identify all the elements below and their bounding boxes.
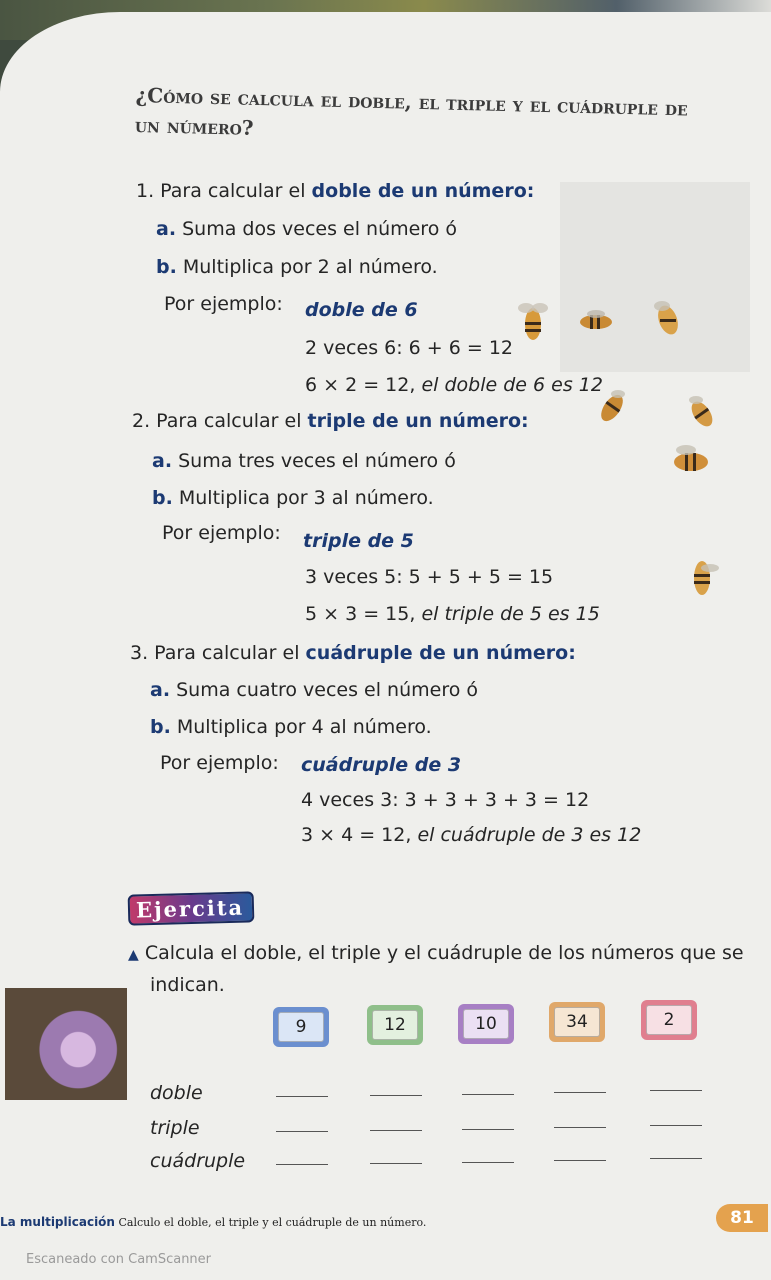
bee-icon xyxy=(666,442,716,478)
section-1-example-line2: 6 × 2 = 12, el doble de 6 es 12 xyxy=(305,374,603,396)
section-2-example-line2: 5 × 3 = 15, el triple de 5 es 15 xyxy=(305,603,600,625)
show-through-image xyxy=(560,182,750,372)
number-box-10: 10 xyxy=(458,1004,514,1044)
section-1-item-b: b. Multiplica por 2 al número. xyxy=(156,256,438,278)
section-2-heading: 2. Para calcular el triple de un número: xyxy=(132,410,529,432)
section-3-example-label: Por ejemplo: xyxy=(160,752,279,774)
bee-on-flower-image xyxy=(5,988,127,1100)
number-box-2: 2 xyxy=(641,1000,697,1040)
answer-blank[interactable] xyxy=(650,1090,702,1091)
section-2-example-line1: 3 veces 5: 5 + 5 + 5 = 15 xyxy=(305,566,554,588)
section-3-item-a: a. Suma cuatro veces el número ó xyxy=(150,679,479,701)
section-3-heading: 3. Para calcular el cuádruple de un número: xyxy=(130,642,576,664)
answer-blank[interactable] xyxy=(554,1160,606,1161)
section-1-heading: 1. Para calcular el doble de un número: xyxy=(136,180,535,202)
answer-blank[interactable] xyxy=(462,1094,514,1095)
footer: La multiplicación Calculo el doble, el triple y el cuádruple de un número. xyxy=(0,1215,427,1229)
answer-blank[interactable] xyxy=(370,1095,422,1096)
page-number: 81 xyxy=(716,1204,768,1232)
section-3-example-line2: 3 × 4 = 12, el cuádruple de 3 es 12 xyxy=(301,824,642,846)
answer-blank[interactable] xyxy=(554,1127,606,1128)
section-1-example-line1: 2 veces 6: 6 + 6 = 12 xyxy=(305,337,514,359)
section-1-example-label: Por ejemplo: xyxy=(164,293,283,315)
number-box-12: 12 xyxy=(367,1005,423,1045)
answer-blank[interactable] xyxy=(276,1164,328,1165)
answer-blank[interactable] xyxy=(462,1162,514,1163)
answer-blank[interactable] xyxy=(370,1130,422,1131)
number-box-34: 34 xyxy=(549,1002,605,1042)
row-label-triple: triple xyxy=(150,1117,200,1139)
exercise-banner: Ejercita xyxy=(128,891,255,925)
answer-blank[interactable] xyxy=(650,1158,702,1159)
section-1-item-a: a. Suma dos veces el número ó xyxy=(156,218,457,240)
section-2-item-a: a. Suma tres veces el número ó xyxy=(152,450,456,472)
bee-icon xyxy=(684,550,720,602)
answer-blank[interactable] xyxy=(276,1096,328,1097)
section-2-item-b: b. Multiplica por 3 al número. xyxy=(152,487,434,509)
exercise-instruction-line2: indican. xyxy=(150,974,225,996)
answer-blank[interactable] xyxy=(462,1129,514,1130)
section-2-example-label: Por ejemplo: xyxy=(162,522,281,544)
row-label-cuadruple: cuádruple xyxy=(150,1150,246,1172)
row-label-doble: doble xyxy=(150,1082,203,1104)
bee-icon xyxy=(684,392,720,432)
exercise-instruction: ▲ Calcula el doble, el triple y el cuádruple de los números que se xyxy=(128,942,744,964)
bee-icon xyxy=(650,294,686,340)
answer-blank[interactable] xyxy=(650,1125,702,1126)
bee-icon xyxy=(594,386,630,426)
section-3-item-b: b. Multiplica por 4 al número. xyxy=(150,716,432,738)
section-1-example-title: doble de 6 xyxy=(305,299,418,321)
answer-blank[interactable] xyxy=(370,1163,422,1164)
bee-icon xyxy=(516,298,550,346)
section-3-example-line1: 4 veces 3: 3 + 3 + 3 + 3 = 12 xyxy=(301,789,590,811)
page-title: ¿Cómo se calcula el doble, el triple y el cuádruple de un número? xyxy=(134,82,689,140)
scanner-watermark: Escaneado con CamScanner xyxy=(26,1252,212,1267)
answer-blank[interactable] xyxy=(554,1092,606,1093)
bee-icon xyxy=(576,308,616,334)
answer-blank[interactable] xyxy=(276,1131,328,1132)
number-box-9: 9 xyxy=(273,1007,329,1047)
section-3-example-title: cuádruple de 3 xyxy=(301,754,462,776)
section-2-example-title: triple de 5 xyxy=(303,530,414,552)
